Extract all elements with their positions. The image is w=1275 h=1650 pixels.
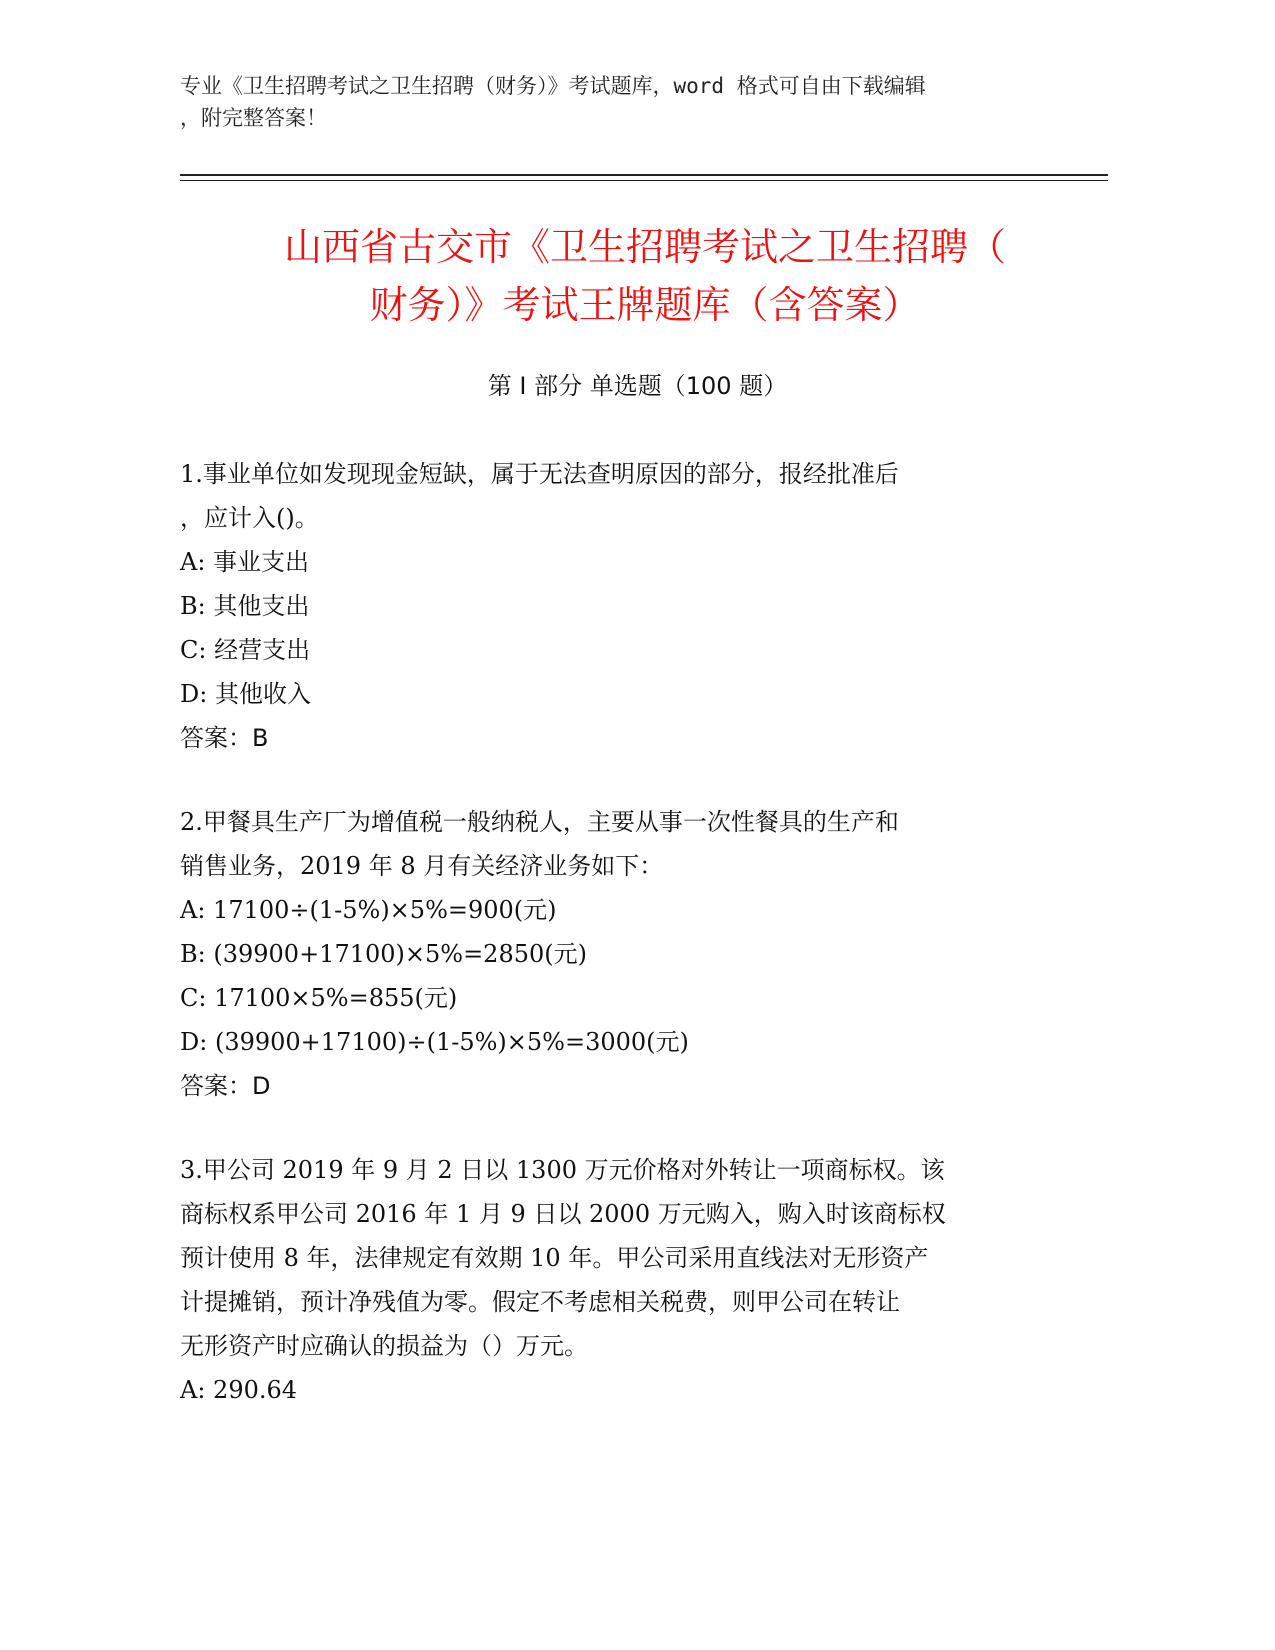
question-2-stem-line-1: 2.甲餐具生产厂为增值税一般纳税人，主要从事一次性餐具的生产和 [180, 808, 899, 836]
question-2-option-c: C: 17100×5%=855(元) [180, 984, 458, 1012]
question-3-stem-line-4: 计提摊销，预计净残值为零。假定不考虑相关税费，则甲公司在转让 [180, 1288, 900, 1316]
document-title-line-1: 山西省古交市《卫生招聘考试之卫生招聘（ [283, 225, 1006, 269]
question-2-option-d: D: (39900+17100)÷(1-5%)×5%=3000(元) [180, 1028, 689, 1056]
question-1-option-a: A: 事业支出 [180, 548, 310, 576]
question-3-stem-line-2: 商标权系甲公司 2016 年 1 月 9 日以 2000 万元购入，购入时该商标权 [180, 1200, 946, 1228]
question-2 [180, 800, 1080, 1108]
question-3-option-a: A: 290.64 [180, 1376, 298, 1404]
question-2-option-a: A: 17100÷(1-5%)×5%=900(元) [180, 896, 557, 924]
question-2-option-b: B: (39900+17100)×5%=2850(元) [180, 940, 587, 968]
question-3-stem-line-5: 无形资产时应确认的损益为（）万元。 [180, 1332, 588, 1360]
question-3 [180, 1148, 1080, 1412]
header-note-line-1: 专业《卫生招聘考试之卫生招聘（财务）》考试题库，word 格式可自由下载编辑 [180, 74, 926, 98]
question-1-option-c: C: 经营支出 [180, 636, 311, 664]
question-2-answer: 答案：D [180, 1072, 271, 1100]
question-1-option-b: B: 其他支出 [180, 592, 310, 620]
section-title: 第 I 部分 单选题（100 题） [487, 372, 788, 400]
header-divider-thin [180, 180, 1108, 181]
question-1 [180, 452, 1080, 760]
header-divider-thick [180, 174, 1108, 176]
document-title [150, 218, 1140, 334]
question-3-stem-line-1: 3.甲公司 2019 年 9 月 2 日以 1300 万元价格对外转让一项商标权。该 [180, 1156, 945, 1184]
question-1-stem-line-2: ，应计入()。 [180, 504, 319, 532]
question-1-answer: 答案：B [180, 724, 269, 752]
question-3-stem-line-3: 预计使用 8 年，法律规定有效期 10 年。甲公司采用直线法对无形资产 [180, 1244, 929, 1272]
header-note [180, 70, 1030, 134]
question-2-stem-line-2: 销售业务，2019 年 8 月有关经济业务如下： [180, 852, 664, 880]
question-1-option-d: D: 其他收入 [180, 680, 311, 708]
document-title-line-2: 财务）》考试王牌题库（含答案） [369, 283, 921, 327]
question-1-stem-line-1: 1.事业单位如发现现金短缺，属于无法查明原因的部分，报经批准后 [180, 460, 899, 488]
header-note-line-2: ，附完整答案！ [180, 106, 327, 130]
